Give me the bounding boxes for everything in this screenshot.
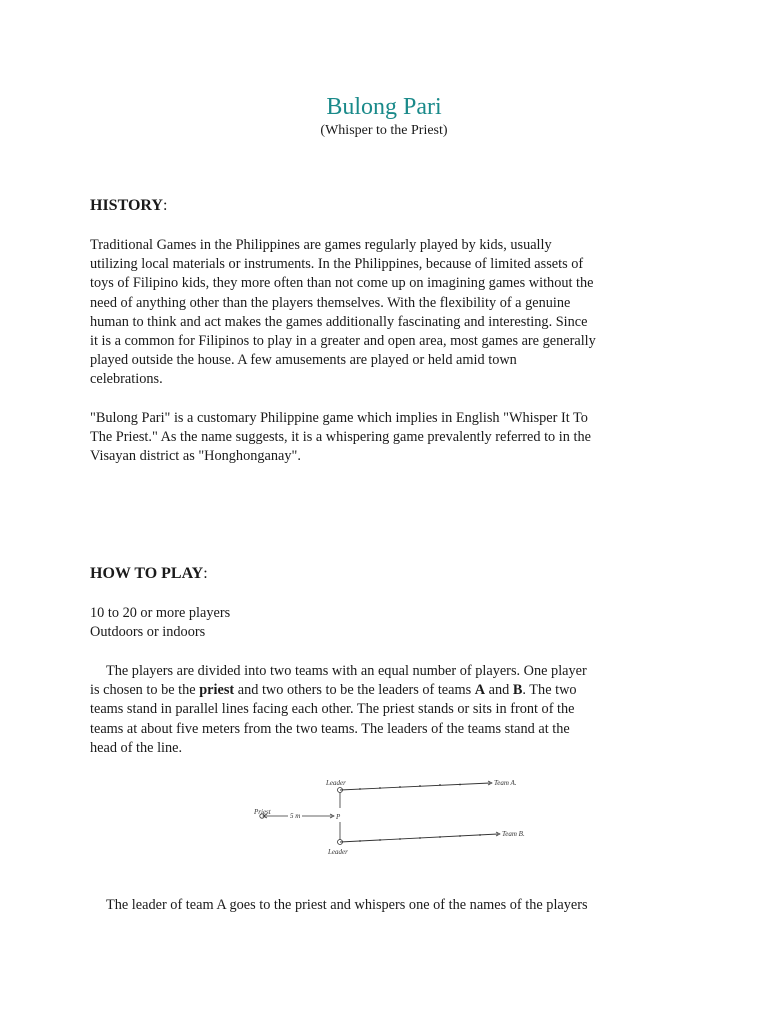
- play-location: Outdoors or indoors: [90, 624, 206, 641]
- text-line: toys of Filipino kids, they more often than not come up on imagining games without the: [90, 275, 594, 292]
- text-line: The leader of team A goes to the priest and whispers one of the names of the players: [106, 897, 588, 913]
- document-title: Bulong Pari: [326, 94, 442, 120]
- text-line: [90, 681, 690, 700]
- priest-label: Priest: [254, 808, 271, 816]
- rules-paragraph: [90, 662, 690, 758]
- text-fragment: . The two: [522, 682, 577, 699]
- text-fragment: and: [485, 682, 513, 699]
- text-line: it is a common for Filipinos to play in a greater and open area, most games are generally: [90, 333, 596, 350]
- team-a-line: [340, 783, 490, 790]
- history-heading-text: HISTORY: [90, 197, 163, 214]
- team-a-bold: A: [474, 682, 486, 699]
- text-line: Visayan district as "Honghonganay".: [90, 448, 301, 465]
- history-heading: [90, 196, 167, 216]
- text-line: The Priest." As the name suggests, it is a whispering game prevalently referred to in the: [90, 429, 591, 446]
- priest-bold: priest: [199, 682, 235, 699]
- players-info: [90, 604, 690, 642]
- team-b-line: [340, 834, 498, 842]
- text-fragment: and two others to be the leaders of teams: [234, 682, 475, 699]
- players-count: 10 to 20 or more players: [90, 605, 231, 621]
- text-line: played outside the house. A few amusements are played or held amid town: [90, 352, 517, 369]
- text-line: The players are divided into two teams with an equal number of players. One player: [106, 663, 587, 679]
- how-to-play-heading: [90, 564, 208, 584]
- player-dots: [359, 784, 481, 842]
- leader-top-label: Leader: [326, 779, 346, 787]
- text-line: teams stand in parallel lines facing each other. The priest stands or sits in front of the: [90, 701, 575, 718]
- text-line: need of anything other than the players themselves. With the flexibility of a genuine: [90, 294, 571, 311]
- team-layout-diagram: [250, 770, 530, 860]
- text-line: teams at about five meters from the two teams. The leaders of the teams stand at the: [90, 720, 570, 737]
- how-to-play-heading-text: HOW TO PLAY: [90, 565, 204, 582]
- text-line: "Bulong Pari" is a customary Philippine game which implies in English "Whisper It To: [90, 410, 588, 426]
- leader-bottom-label: Leader: [328, 848, 348, 856]
- text-fragment: is chosen to be the: [90, 682, 200, 699]
- distance-label: 5 m: [290, 812, 301, 820]
- how-to-play-heading-colon: :: [203, 565, 208, 582]
- team-a-label: Team A.: [494, 779, 517, 787]
- last-paragraph: [90, 896, 690, 915]
- team-b-label: Team B.: [502, 830, 525, 838]
- text-line: Traditional Games in the Philippines are games regularly played by kids, usually: [90, 237, 552, 253]
- document-subtitle: (Whisper to the Priest): [320, 123, 448, 138]
- p-mark-label: P: [336, 813, 341, 821]
- history-paragraph-1: [90, 236, 690, 390]
- text-line: utilizing local materials or instruments. In the Philippines, because of limited assets of: [90, 256, 584, 273]
- team-b-bold: B: [512, 682, 523, 699]
- text-line: human to think and act makes the games additionally fascinating and interesting. Since: [90, 313, 588, 330]
- history-heading-colon: :: [162, 197, 168, 214]
- text-line: celebrations.: [90, 371, 163, 388]
- text-line: head of the line.: [90, 739, 183, 756]
- history-paragraph-2: [90, 409, 690, 467]
